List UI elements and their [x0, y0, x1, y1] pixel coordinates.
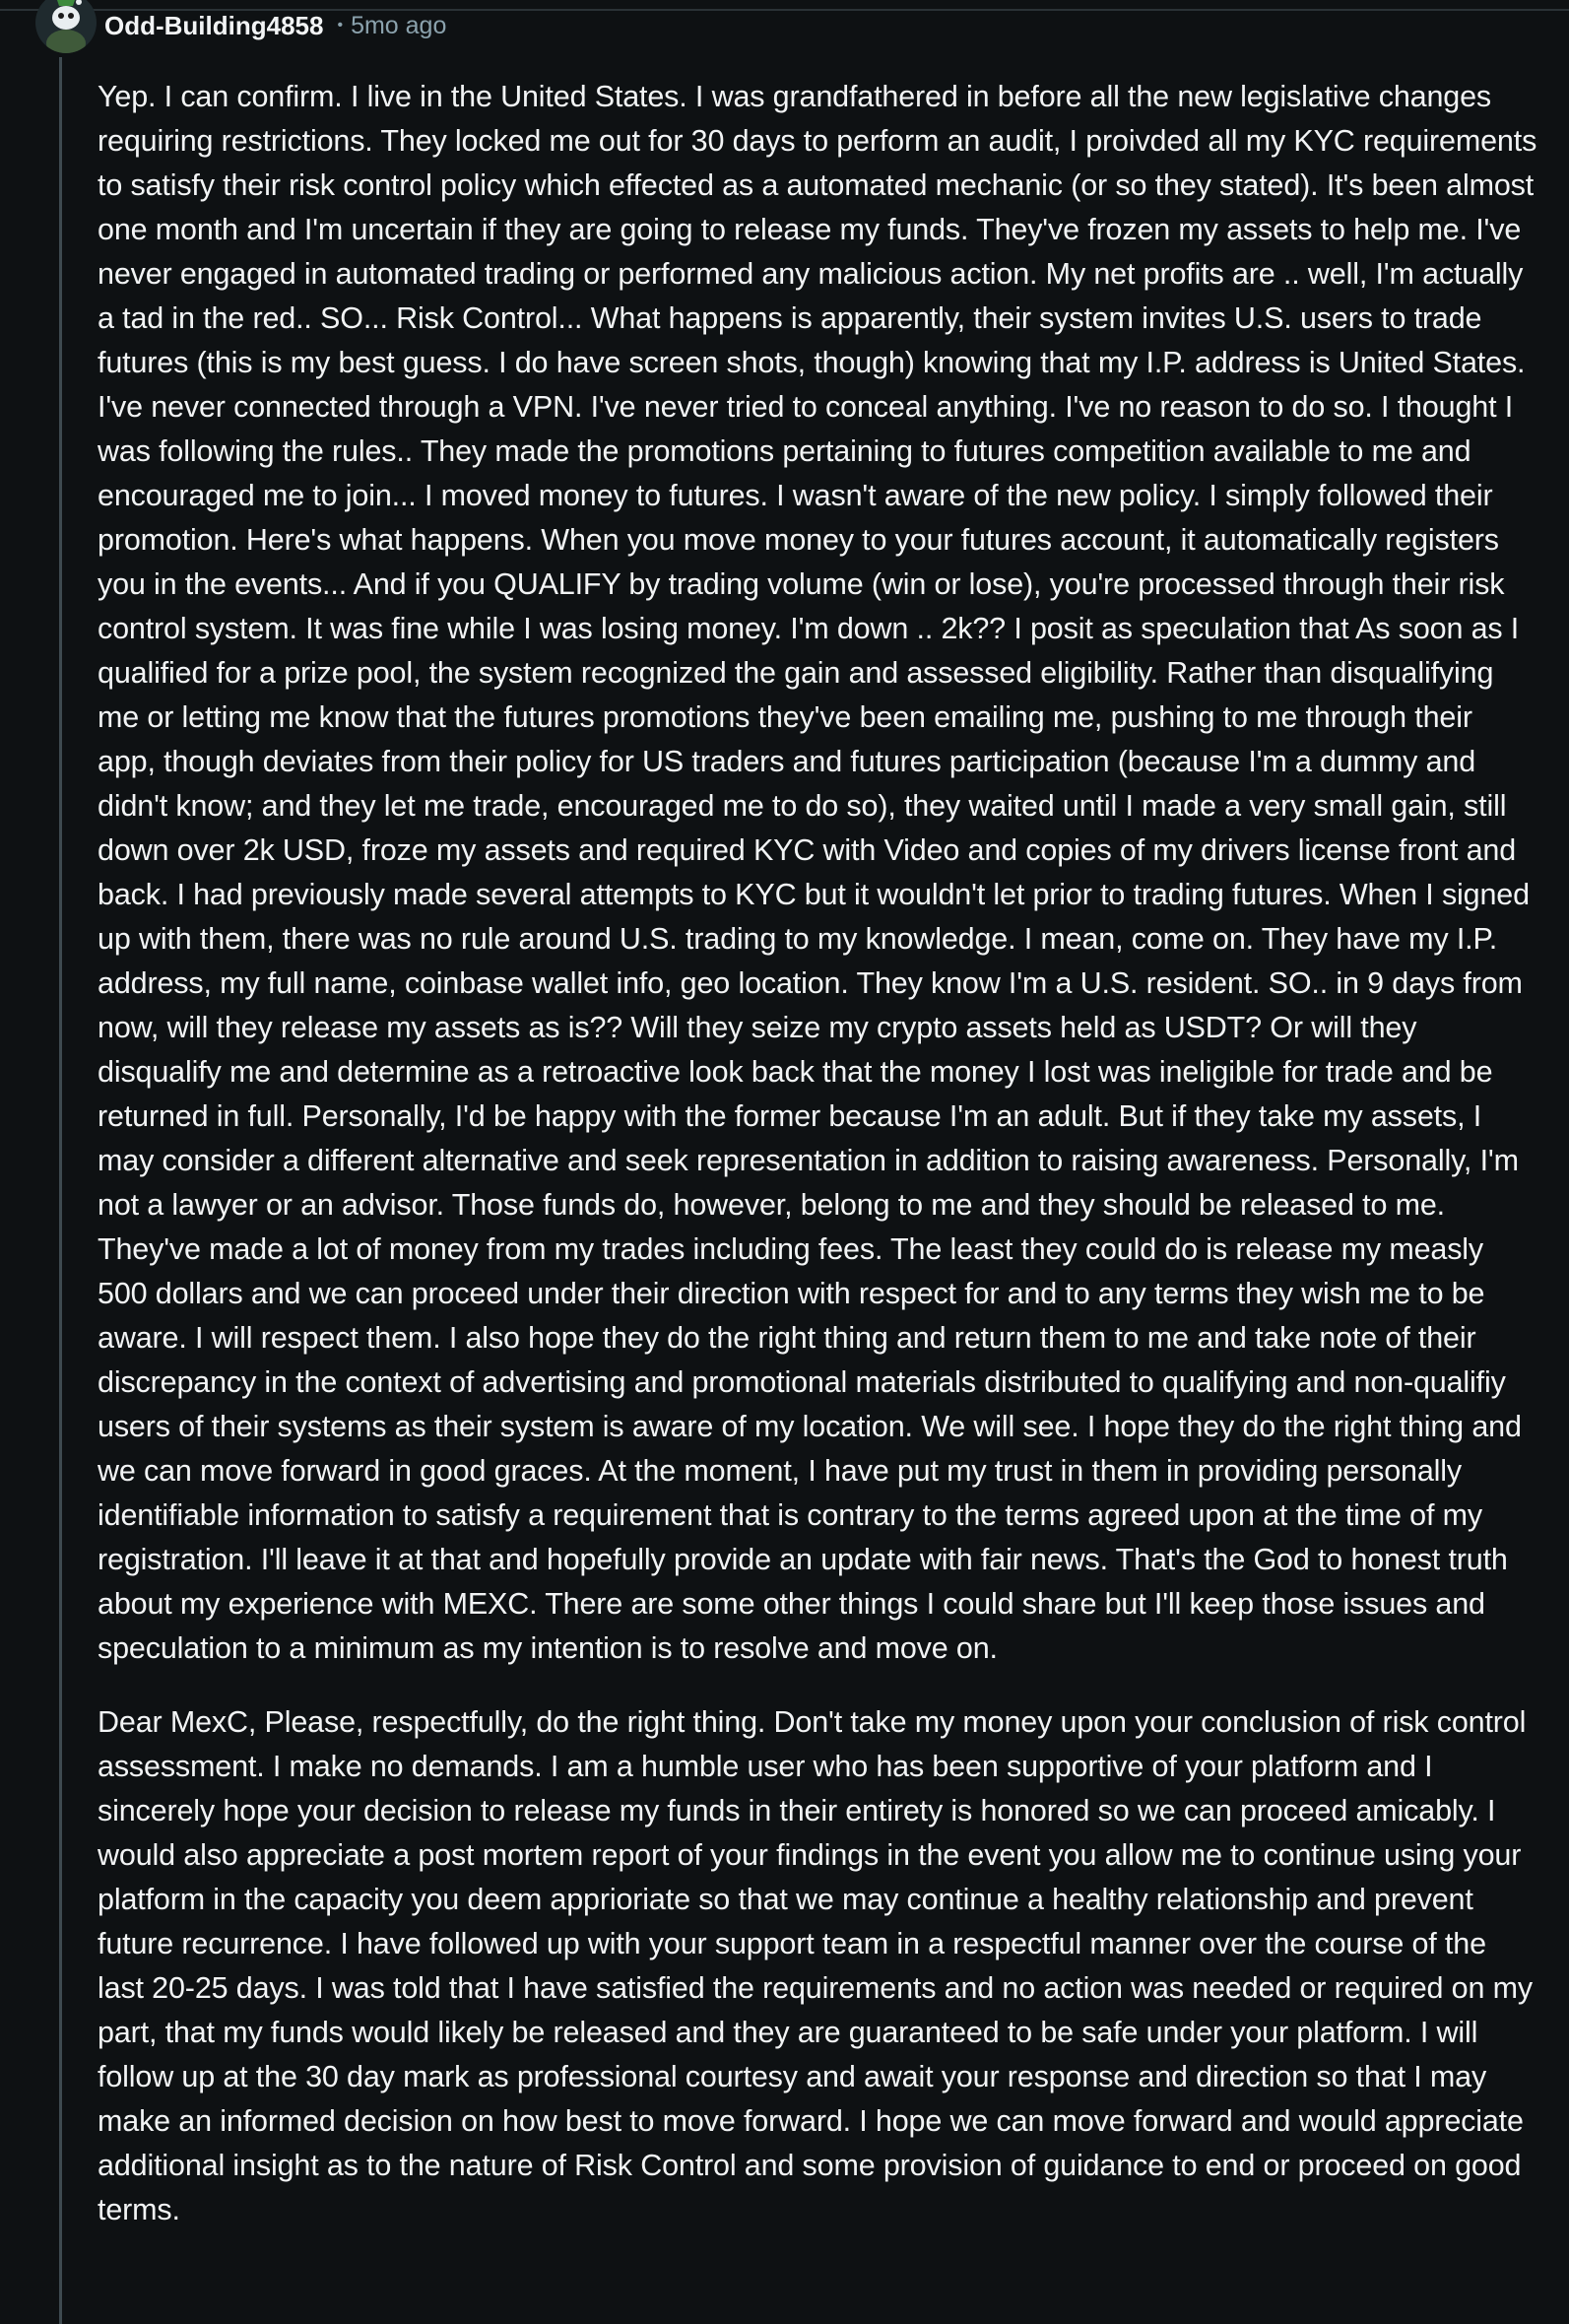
author-username[interactable]: Odd-Building4858: [104, 10, 324, 40]
snoo-avatar-icon[interactable]: [35, 0, 97, 53]
thread-collapse-line[interactable]: [59, 57, 62, 2324]
comment-timestamp[interactable]: 5mo ago: [351, 11, 447, 39]
comment-paragraph: Yep. I can confirm. I live in the United States. I was grandfathered in before all the new legislative changes requiring restrictions. They locked me out for 30 days to perform an audit, I proivded all my KYC requirements to satisfy their risk control policy which effected as a automated mechanic (or so they stated). It's been almost one month and I'm uncertain if they are going to release my funds. They've frozen my assets to help me. I've never engaged in automated trading or performed any malicious action. My net profits are .. well, I'm actually a tad in the red.. SO... Risk Control... What happens is apparently, their system invites U.S. users to trade futures (this is my best guess. I do have screen shots, though) knowing that my I.P. address is United States. I've never connected through a VPN. I've never tried to conceal anything. I've no reason to do so. I thought I was following the rules.. They made the promotions pertaining to futures competition available to me and encouraged me to join... I moved money to futures. I wasn't aware of the new policy. I simply followed their promotion. Here's what happens. When you move money to your futures account, it automatically registers you in the events... And if you QUALIFY by trading volume (win or lose), you're processed through their risk control system. It was fine while I was losing money. I'm down .. 2k?? I posit as speculation that As soon as I qualified for a prize pool, the system recognized the gain and assessed eligibility. Rather than disqualifying me or letting me know that the futures promotions they've been emailing me, pushing to me through their app, though deviates from their policy for US traders and futures participation (because I'm a dummy and didn't know; and they let me trade, encouraged me to do so), they waited until I made a very small gain, still down over 2k USD, froze my assets and required KYC with Video and copies of my drivers license front and back. I had previously made several attempts to KYC but it wouldn't let prior to trading futures. When I signed up with them, there was no rule around U.S. trading to my knowledge. I mean, come on. They have my I.P. address, my full name, coinbase wallet info, geo location. They know I'm a U.S. resident. SO.. in 9 days from now, will they release my assets as is?? Will they seize my crypto assets held as USDT? Or will they disqualify me and determine as a retroactive look back that the money I lost was ineligible for trade and be returned in full. Personally, I'd be happy with the former because I'm an adult. But if they take my assets, I may consider a different alternative and seek representation in addition to raising awareness. Personally, I'm not a lawyer or an advisor. Those funds do, however, belong to me and they should be released to me. They've made a lot of money from my trades including fees. The least they could do is release my measly 500 dollars and we can proceed under their direction with respect for and to any terms they wish me to be aware. I will respect them. I also hope they do the right thing and return them to me and take note of their discrepancy in the context of advertising and promotional materials distributed to qualifying and non-qualifiy users of their systems as their system is aware of my location. We will see. I hope they do the right thing and we can move forward in good graces. At the moment, I have put my trust in them in providing personally identifiable information to satisfy a requirement that is contrary to the terms agreed upon at the time of my registration. I'll leave it at that and hopefully provide an update with fair news. That's the God to honest truth about my experience with MEXC. There are some other things I could share but I'll keep those issues and speculation to a minimum as my intention is to resolve and move on.: [98, 80, 1537, 1665]
comment-body: [98, 75, 1537, 2232]
separator-dot: •: [337, 17, 344, 33]
comment-header: [35, 0, 446, 51]
comment-paragraph: Dear MexC, Please, respectfully, do the right thing. Don't take my money upon your conclusion of risk control assessment. I make no demands. I am a humble user who has been supportive of your platform and I sincerely hope your decision to release my funds in their entirety is honored so we can proceed amicably. I would also appreciate a post mortem report of your findings in the event you allow me to continue using your platform in the capacity you deem apprioriate so that we may continue a healthy relationship and prevent future recurrence. I have followed up with your support team in a respectful manner over the course of the last 20-25 days. I was told that I have satisfied the requirements and no action was needed or required on my part, that my funds would likely be released and they are guaranteed to be safe under your platform. I will follow up at the 30 day mark as professional courtesy and await your response and direction so that I may make an informed decision on how best to move forward. I hope we can move forward and would appreciate additional insight as to the nature of Risk Control and some provision of guidance to end or proceed on good terms.: [98, 1705, 1533, 2226]
